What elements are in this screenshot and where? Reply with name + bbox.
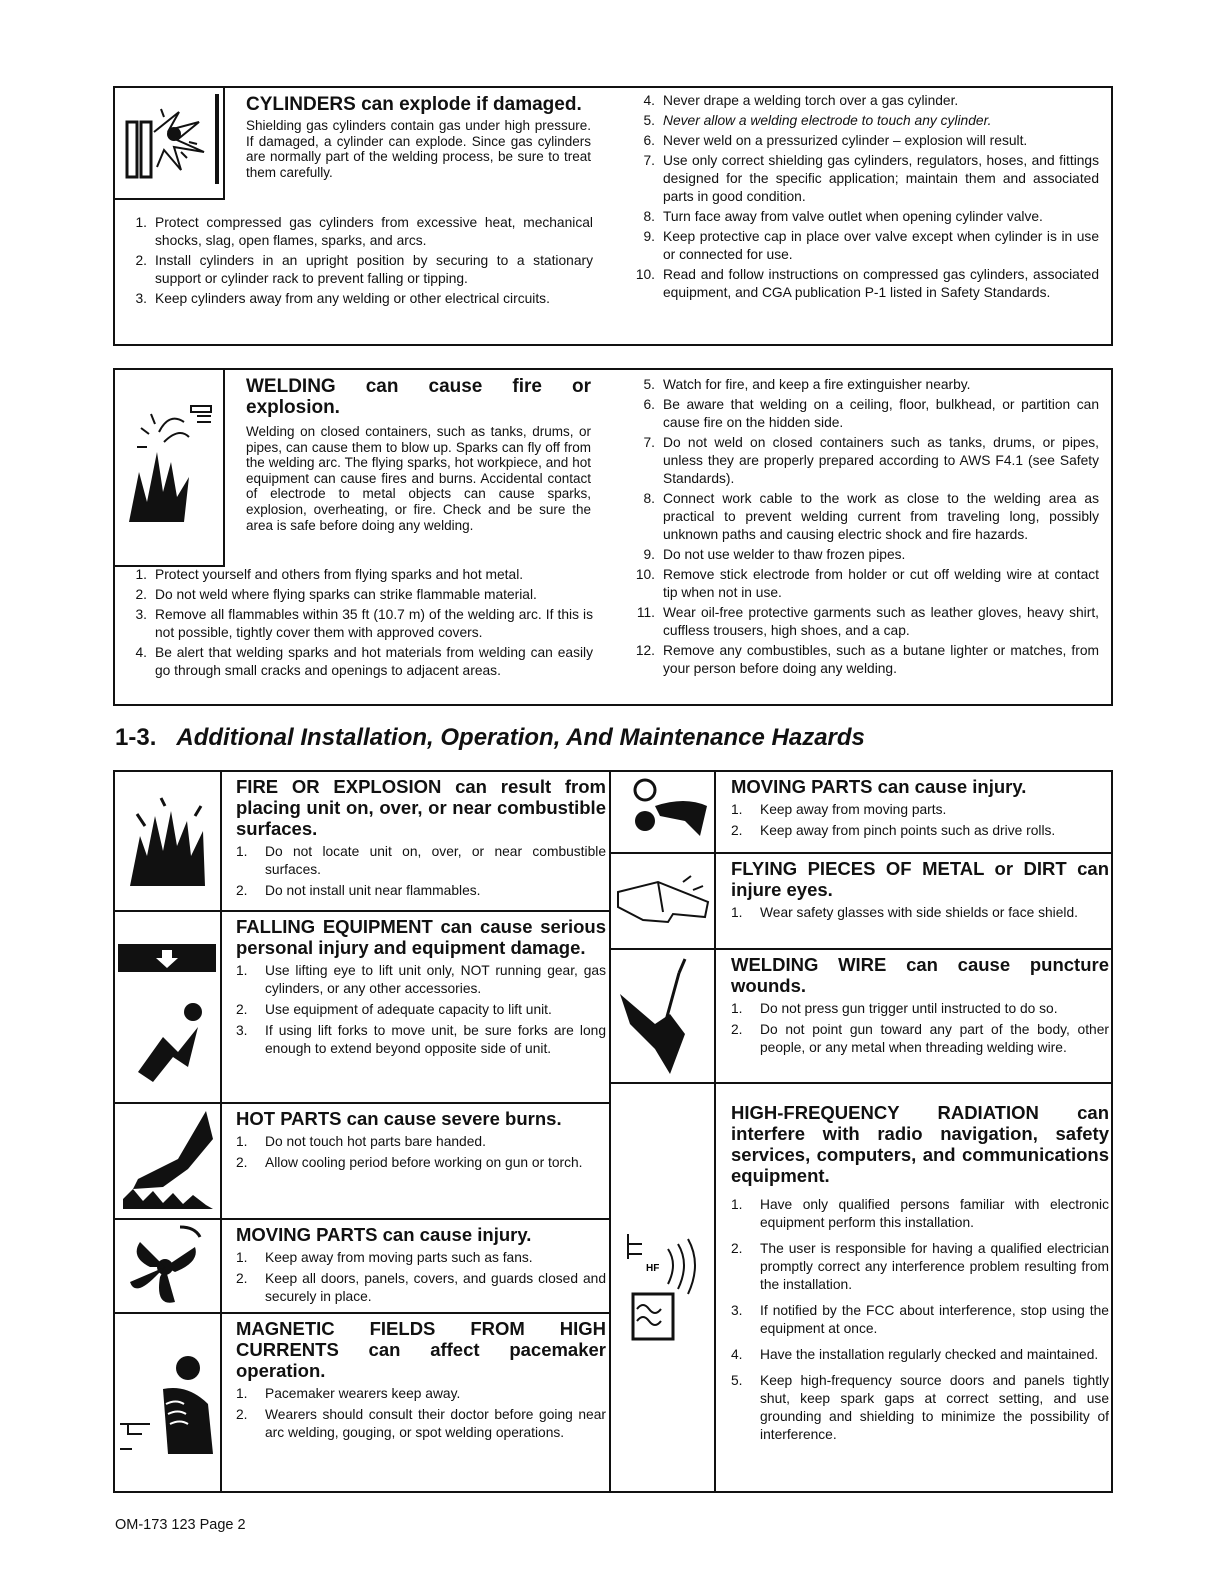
hazard-list bbox=[236, 1385, 606, 1442]
safety-glasses-icon bbox=[613, 872, 713, 932]
hazard-title: HIGH-FREQUENCY RADIATION can interfere with radio navigation, safety services, computers, and communications equipment. bbox=[731, 1102, 1109, 1186]
hazard-title: FIRE OR EXPLOSION can result from placing unit on, over, or near combustible surfaces. bbox=[236, 776, 606, 839]
list-item: 2. Do not point gun toward any part of the body, other people, or any metal when threading welding wire. bbox=[731, 1022, 1109, 1055]
drive-rolls-hand-icon bbox=[615, 776, 710, 851]
hazard-list bbox=[236, 1133, 606, 1172]
hf-radiation-icon-cell bbox=[611, 1084, 715, 1495]
list-item: 2. Wearers should consult their doctor before going near arc welding, gouging, or spot welding operations. bbox=[236, 1407, 606, 1440]
list-item: 5. Never allow a welding electrode to touch any cylinder. bbox=[643, 113, 992, 128]
list-item: 2. The user is responsible for having a qualified electrician promptly correct any interference problem resulting from the installation. bbox=[731, 1241, 1109, 1292]
hazard-list bbox=[236, 843, 606, 900]
cylinders-right-list bbox=[631, 92, 1099, 304]
gas-cylinder-explosion-icon bbox=[119, 92, 219, 192]
hazard-title: FLYING PIECES OF METAL or DIRT can injure eyes. bbox=[731, 858, 1109, 900]
hf-radiation-cell bbox=[716, 1084, 1113, 1495]
list-item: 1. Protect yourself and others from flying sparks and hot metal. bbox=[135, 567, 524, 582]
fan-hand-icon bbox=[120, 1222, 215, 1312]
list-item: 1. Keep away from moving parts such as fans. bbox=[236, 1250, 533, 1265]
list-item: 2. Keep away from pinch points such as drive rolls. bbox=[731, 823, 1056, 838]
hot-parts-icon-cell bbox=[115, 1104, 221, 1220]
hazard-title: MAGNETIC FIELDS FROM HIGH CURRENTS can affect pacemaker operation. bbox=[236, 1318, 606, 1381]
list-item: 5. Keep high-frequency source doors and panels tightly shut, keep spark gaps at correct setting, and use grounding and shielding to minimize the possibility of interference. bbox=[731, 1373, 1109, 1442]
cylinders-left-list bbox=[123, 214, 593, 310]
list-item: 7. Do not weld on closed containers such as tanks, drums, or pipes, unless they are properly prepared according to AWS F4.1 (see Safety Standards). bbox=[643, 435, 1099, 486]
list-item: 8. Turn face away from valve outlet when opening cylinder valve. bbox=[643, 209, 1043, 224]
list-item: 1. Pacemaker wearers keep away. bbox=[236, 1386, 461, 1401]
welding-fire-right-list bbox=[631, 376, 1099, 680]
hf-label: HF bbox=[646, 1263, 660, 1274]
welding-sparks-fire-icon bbox=[119, 392, 219, 542]
hot-hand-icon bbox=[118, 1109, 218, 1214]
welding-fire-title: WELDING can cause fire or explosion. bbox=[246, 376, 591, 418]
list-item: 2. Allow cooling period before working on gun or torch. bbox=[236, 1155, 583, 1170]
cylinders-hazard-box bbox=[113, 86, 1113, 346]
list-item: 10. Remove stick electrode from holder or cut off welding wire at contact tip when not in use. bbox=[635, 567, 1099, 600]
list-item: 3. Remove all flammables within 35 ft (10.7 m) of the welding arc. If this is not possible, tightly cover them with approved covers. bbox=[135, 607, 593, 640]
welding-fire-icon-cell bbox=[115, 370, 225, 567]
pacemaker-person-icon bbox=[118, 1354, 218, 1464]
list-item: 2. Use equipment of adequate capacity to lift unit. bbox=[236, 1002, 552, 1017]
list-item: 4. Have the installation regularly checked and maintained. bbox=[731, 1347, 1099, 1362]
fire-explosion-icon-cell bbox=[115, 772, 221, 912]
list-item: 9. Do not use welder to thaw frozen pipes. bbox=[643, 547, 906, 562]
welding-fire-hazard-box bbox=[113, 368, 1113, 706]
flying-metal-cell bbox=[716, 854, 1113, 950]
section-number: 1-3. bbox=[115, 724, 157, 751]
hazard-list bbox=[731, 801, 1109, 840]
flying-metal-icon-cell bbox=[611, 854, 715, 950]
list-item: 1. Do not press gun trigger until instructed to do so. bbox=[731, 1001, 1058, 1016]
list-item: 2. Do not weld where flying sparks can strike flammable material. bbox=[135, 587, 537, 602]
list-item: 1. Protect compressed gas cylinders from excessive heat, mechanical shocks, slag, open flames, sparks, and arcs. bbox=[135, 215, 593, 248]
hazard-list bbox=[731, 904, 1109, 922]
page-footer: OM-173 123 Page 2 bbox=[115, 1517, 246, 1533]
hazard-list bbox=[731, 1000, 1109, 1057]
list-item: 9. Keep protective cap in place over valve except when cylinder is in use or connected for use. bbox=[643, 229, 1099, 262]
list-item: 3. If notified by the FCC about interference, stop using the equipment at once. bbox=[731, 1303, 1109, 1336]
list-item: 3. If using lift forks to move unit, be sure forks are long enough to extend beyond opposite side of unit. bbox=[236, 1023, 606, 1056]
list-item: 10. Read and follow instructions on compressed gas cylinders, associated equipment, and CGA publication P-1 listed in Safety Standards. bbox=[635, 267, 1099, 300]
falling-equipment-cell bbox=[221, 912, 610, 1104]
section-title: Additional Installation, Operation, And Maintenance Hazards bbox=[176, 724, 865, 751]
welding-fire-left-list bbox=[123, 566, 593, 682]
hot-parts-cell bbox=[221, 1104, 610, 1220]
high-frequency-radiation-icon bbox=[613, 1229, 713, 1349]
moving-parts-fan-icon-cell bbox=[115, 1220, 221, 1314]
hazard-title: MOVING PARTS can cause injury. bbox=[731, 776, 1027, 797]
welding-wire-icon-cell bbox=[611, 950, 715, 1084]
list-item: 11. Wear oil-free protective garments such as leather gloves, heavy shirt, cuffless trousers, high shoes, and a cap. bbox=[636, 605, 1099, 638]
list-item: 2. Install cylinders in an upright position by securing to a stationary support or cylinder rack to prevent falling or tipping. bbox=[135, 253, 593, 286]
fire-icon bbox=[125, 796, 215, 896]
falling-equipment-icon-cell bbox=[115, 912, 221, 1104]
list-item: 4. Be alert that welding sparks and hot materials from welding can easily go through small cracks and openings to adjacent areas. bbox=[135, 645, 593, 678]
falling-equipment-icon bbox=[118, 942, 218, 1092]
list-item: 12. Remove any combustibles, such as a butane lighter or matches, from your person before doing any welding. bbox=[635, 643, 1099, 676]
section-heading bbox=[115, 724, 865, 752]
list-item: 1. Have only qualified persons familiar with electronic equipment perform this installation. bbox=[731, 1197, 1109, 1230]
hazard-list bbox=[731, 1196, 1109, 1444]
cylinders-title: CYLINDERS can explode if damaged. bbox=[246, 94, 582, 115]
list-item: 1. Keep away from moving parts. bbox=[731, 802, 947, 817]
pacemaker-icon-cell bbox=[115, 1314, 221, 1495]
list-item: 4. Never drape a welding torch over a gas cylinder. bbox=[643, 93, 959, 108]
cylinders-intro: Shielding gas cylinders contain gas under high pressure. If damaged, a cylinder can explode. Since gas cylinders are normally part of the welding process, be sure to treat them carefully. bbox=[246, 118, 591, 180]
welding-fire-intro: Welding on closed containers, such as tanks, drums, or pipes, can cause them to blow up. Sparks can fly off from the welding arc. The flying sparks, hot workpiece, and hot equipment can cause fires and burns. Accidental contact of electrode to metal objects can cause sparks, explosion, overheating, or fire. Check and be sure the area is safe before doing any welding. bbox=[246, 424, 591, 533]
hazard-title: WELDING WIRE can cause puncture wounds. bbox=[731, 954, 1109, 996]
list-item: 1. Use lifting eye to lift unit only, NOT running gear, gas cylinders, or any other accessories. bbox=[236, 963, 606, 996]
list-item: 2. Do not install unit near flammables. bbox=[236, 883, 481, 898]
list-item: 6. Never weld on a pressurized cylinder – explosion will result. bbox=[643, 133, 1028, 148]
list-item: 1. Do not touch hot parts bare handed. bbox=[236, 1134, 486, 1149]
hazard-title: HOT PARTS can cause severe burns. bbox=[236, 1108, 562, 1129]
moving-parts-rolls-cell bbox=[716, 772, 1113, 854]
welding-gun-hand-icon bbox=[615, 954, 710, 1079]
fire-explosion-cell bbox=[221, 772, 610, 912]
hazard-list bbox=[236, 962, 606, 1058]
moving-parts-rolls-icon-cell bbox=[611, 772, 715, 854]
hazard-list bbox=[236, 1249, 606, 1306]
hazard-grid bbox=[113, 770, 1113, 1493]
list-item: 1. Do not locate unit on, over, or near combustible surfaces. bbox=[236, 844, 606, 877]
list-item: 2. Keep all doors, panels, covers, and guards closed and securely in place. bbox=[236, 1271, 606, 1304]
hazard-title: FALLING EQUIPMENT can cause serious personal injury and equipment damage. bbox=[236, 916, 606, 958]
list-item: 8. Connect work cable to the work as close to the welding area as practical to prevent welding current from traveling long, possibly unknown paths and causing electric shock and fire hazards. bbox=[643, 491, 1099, 542]
magnetic-fields-cell bbox=[221, 1314, 610, 1495]
list-item: 5. Watch for fire, and keep a fire extinguisher nearby. bbox=[643, 377, 971, 392]
list-item: 6. Be aware that welding on a ceiling, floor, bulkhead, or partition can cause fire on the hidden side. bbox=[643, 397, 1099, 430]
welding-wire-cell bbox=[716, 950, 1113, 1084]
list-item: 3. Keep cylinders away from any welding or other electrical circuits. bbox=[135, 291, 550, 306]
list-item: 7. Use only correct shielding gas cylinders, regulators, hoses, and fittings designed for the specific application; maintain them and associated parts in good condition. bbox=[643, 153, 1099, 204]
list-item: 1. Wear safety glasses with side shields or face shield. bbox=[731, 905, 1078, 920]
hazard-title: MOVING PARTS can cause injury. bbox=[236, 1224, 532, 1245]
moving-parts-fan-cell bbox=[221, 1220, 610, 1314]
cylinders-icon-cell bbox=[115, 88, 225, 200]
